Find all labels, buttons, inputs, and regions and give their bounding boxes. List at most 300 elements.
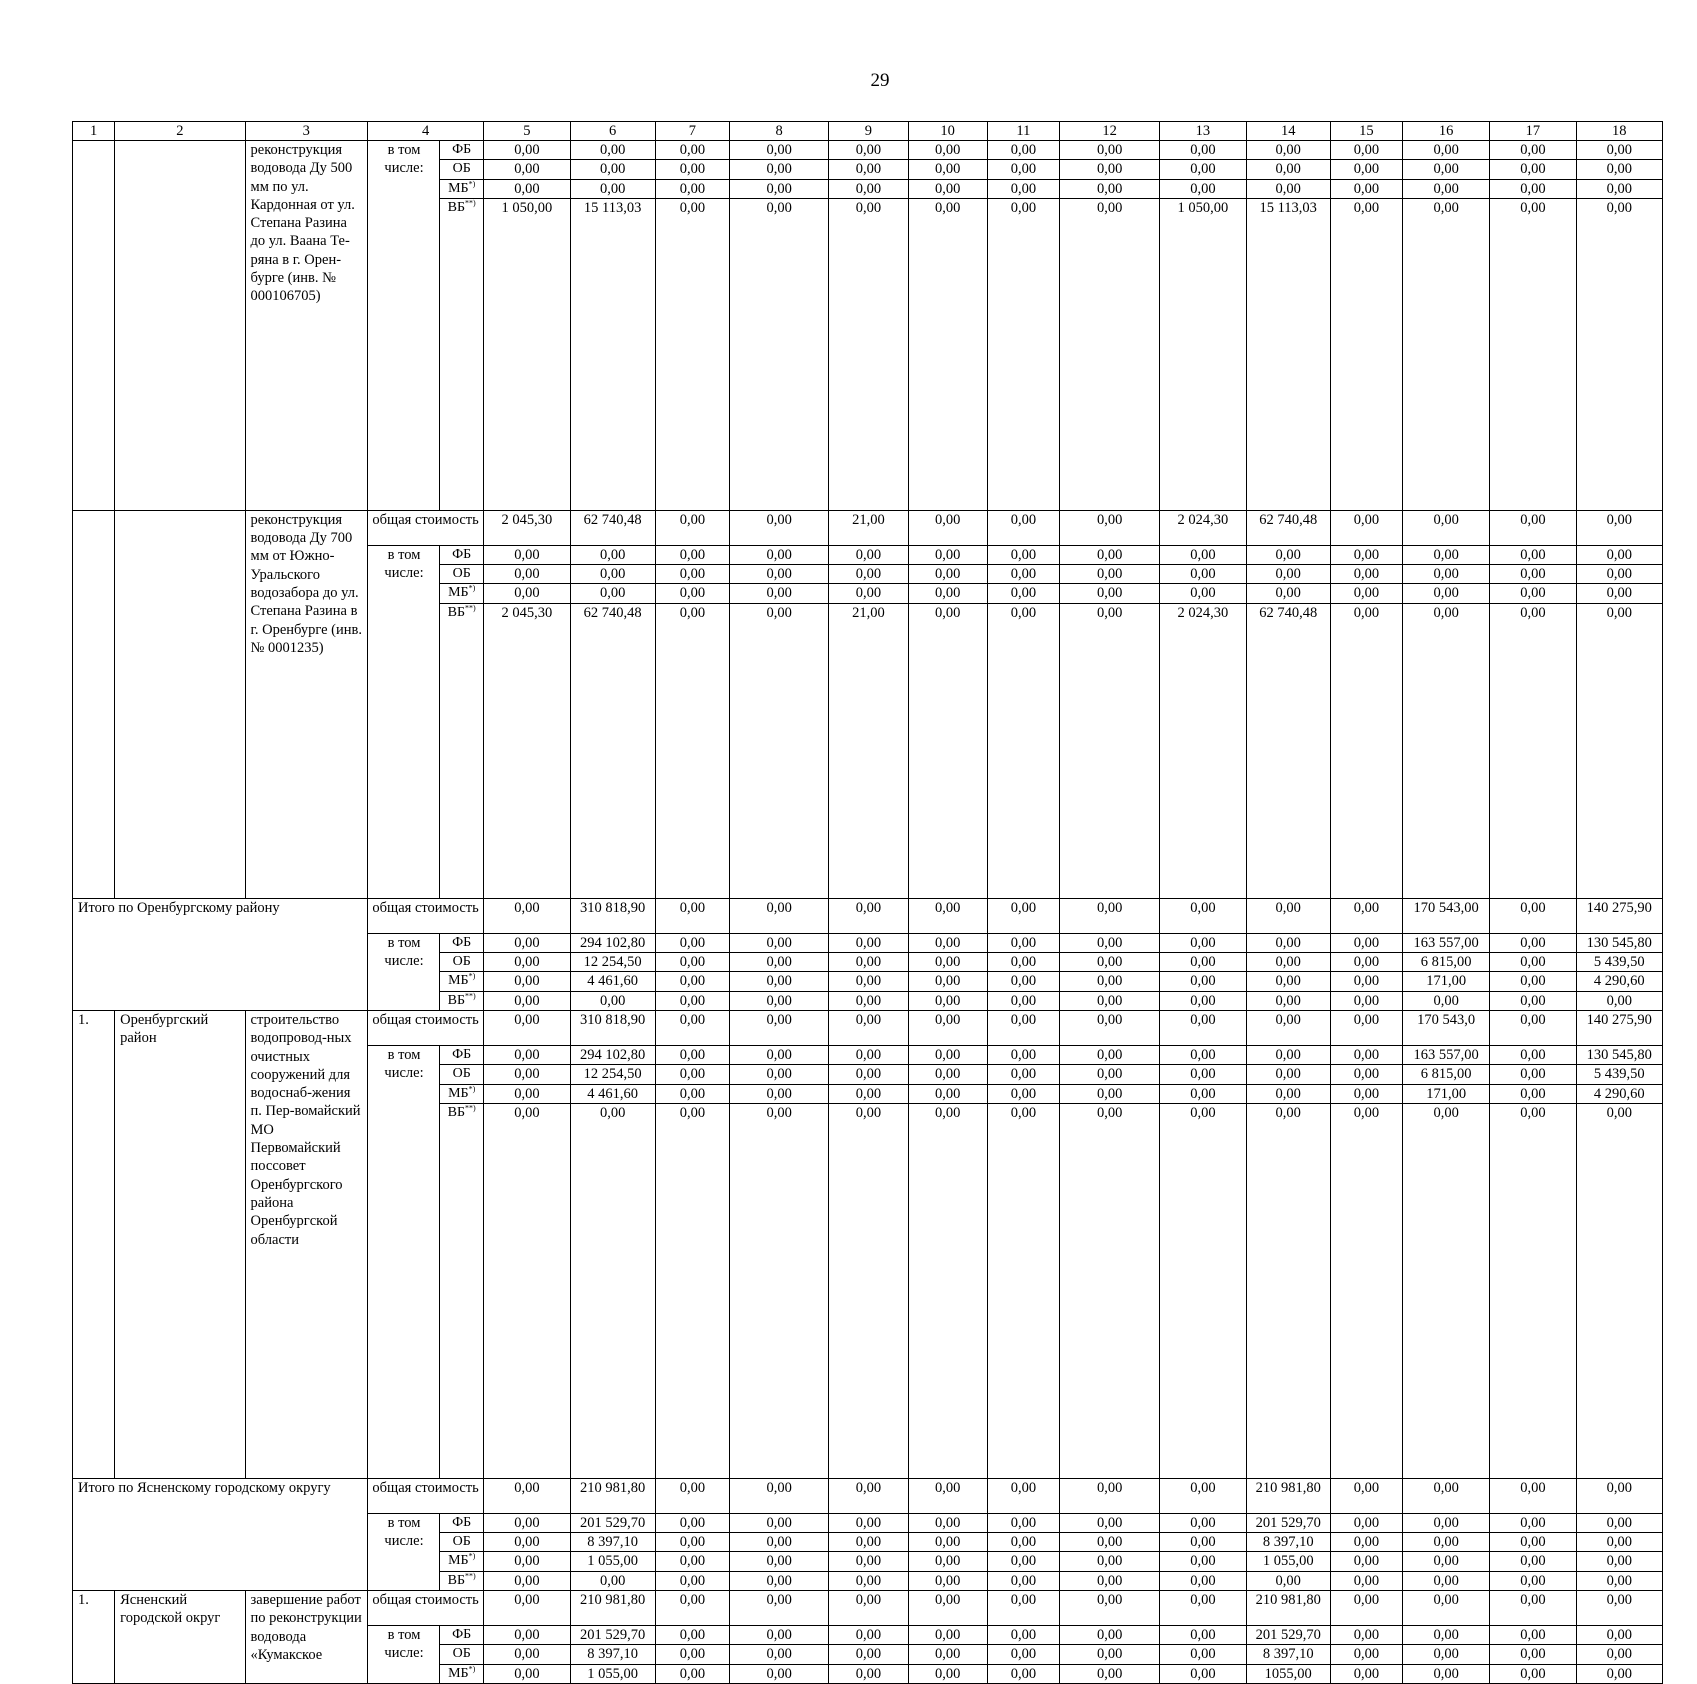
value-cell: 0,00 (908, 510, 987, 545)
value-cell: 0,00 (1576, 991, 1662, 1010)
value-cell: 0,00 (1576, 603, 1662, 898)
value-cell: 0,00 (1576, 1513, 1662, 1532)
value-cell: 0,00 (987, 198, 1059, 510)
value-cell: 0,00 (1490, 198, 1576, 510)
value-cell: 310 818,90 (570, 1010, 655, 1045)
value-cell: 130 545,80 (1576, 933, 1662, 952)
value-cell: 0,00 (1246, 953, 1330, 972)
value-cell: 0,00 (1059, 160, 1159, 179)
value-cell: 170 543,00 (1403, 898, 1490, 933)
incl-label: в том числе: (367, 1045, 439, 1478)
value-cell: 0,00 (829, 972, 908, 991)
value-cell: 62 740,48 (570, 510, 655, 545)
object-description: реконструкция водовода Ду 700 мм от Южно-Уральского водозабора до ул. Степана Разина в г. Оренбурге (инв. № 0001235) (245, 510, 367, 898)
value-cell: 0,00 (1403, 198, 1490, 510)
value-cell: 0,00 (1246, 933, 1330, 952)
incl-label: в том числе: (367, 1626, 439, 1684)
value-cell: 0,00 (908, 1045, 987, 1064)
value-cell: 0,00 (1059, 1591, 1159, 1626)
value-cell: 0,00 (1160, 1626, 1246, 1645)
value-cell: 0,00 (987, 1645, 1059, 1664)
value-cell: 163 557,00 (1403, 1045, 1490, 1064)
object-description: строительство водопровод-ных очистных сооружений для водоснаб-жения п. Пер-вомайский МО Первомайский поссовет Оренбургского района Оренбургской области (245, 1010, 367, 1478)
value-cell: 8 397,10 (1246, 1533, 1330, 1552)
value-cell: 0,00 (484, 1552, 570, 1571)
value-cell: 2 024,30 (1160, 603, 1246, 898)
value-cell: 0,00 (730, 198, 829, 510)
value-cell: 0,00 (655, 1626, 729, 1645)
value-cell: 0,00 (908, 584, 987, 603)
value-cell: 0,00 (829, 1552, 908, 1571)
value-cell: 0,00 (1330, 1478, 1402, 1513)
value-cell: 0,00 (1576, 1645, 1662, 1664)
value-cell: 0,00 (908, 565, 987, 584)
value-cell: 0,00 (1160, 1010, 1246, 1045)
value-cell: 0,00 (987, 160, 1059, 179)
value-cell: 0,00 (1246, 1010, 1330, 1045)
source-label: ОБ (452, 161, 471, 177)
value-cell: 0,00 (987, 1065, 1059, 1084)
source-label: ФБ (452, 934, 472, 950)
value-cell: 310 818,90 (570, 898, 655, 933)
value-cell: 0,00 (1059, 179, 1159, 198)
total-row (73, 1478, 1663, 1513)
value-cell: 8 397,10 (570, 1533, 655, 1552)
value-cell: 0,00 (1490, 1010, 1576, 1045)
source-footnote-mark: *) (468, 1551, 476, 1561)
value-cell: 0,00 (1160, 898, 1246, 933)
value-cell: 1 050,00 (1160, 198, 1246, 510)
source-label: ФБ (452, 546, 472, 562)
value-cell: 0,00 (730, 898, 829, 933)
value-cell: 0,00 (1059, 1045, 1159, 1064)
value-cell: 62 740,48 (1246, 510, 1330, 545)
value-cell: 0,00 (655, 953, 729, 972)
value-cell: 130 545,80 (1576, 1045, 1662, 1064)
value-cell: 0,00 (987, 898, 1059, 933)
value-cell: 0,00 (1576, 545, 1662, 564)
column-header: 18 (1576, 122, 1662, 141)
value-cell: 0,00 (730, 179, 829, 198)
source-label: ВБ (447, 992, 466, 1008)
value-cell: 0,00 (908, 1533, 987, 1552)
value-cell: 0,00 (1160, 1571, 1246, 1590)
value-cell: 0,00 (829, 1045, 908, 1064)
source-ob (440, 1645, 484, 1664)
value-cell: 201 529,70 (1246, 1513, 1330, 1532)
value-cell: 0,00 (1576, 1571, 1662, 1590)
district-name (115, 510, 245, 898)
value-cell: 0,00 (1490, 603, 1576, 898)
value-cell: 0,00 (655, 510, 729, 545)
source-label: МБ (448, 1085, 469, 1101)
object-description: реконструкция водовода Ду 500 мм по ул. Кардонная от ул. Степана Разина до ул. Ваана Те-ряна в г. Орен-бурге (инв. № 000106705) (245, 141, 367, 511)
incl-label: в том числе: (367, 545, 439, 898)
value-cell: 0,00 (655, 1478, 729, 1513)
incl-label: в том числе: (367, 141, 439, 511)
column-header: 7 (655, 122, 729, 141)
value-cell: 0,00 (1490, 1645, 1576, 1664)
value-cell: 0,00 (730, 1552, 829, 1571)
source-fb (440, 933, 484, 952)
value-cell: 0,00 (655, 1552, 729, 1571)
value-cell: 0,00 (987, 179, 1059, 198)
source-footnote-mark: **) (465, 1571, 476, 1581)
value-cell: 0,00 (655, 545, 729, 564)
value-cell: 0,00 (655, 1084, 729, 1103)
district-name (115, 141, 245, 511)
value-cell: 0,00 (1490, 1571, 1576, 1590)
value-cell: 0,00 (829, 198, 908, 510)
total-cost-label: общая стоимость (367, 510, 483, 545)
value-cell: 0,00 (730, 603, 829, 898)
value-cell: 0,00 (1490, 1084, 1576, 1103)
value-cell: 0,00 (829, 1103, 908, 1478)
value-cell: 0,00 (1490, 953, 1576, 972)
value-cell: 0,00 (484, 1045, 570, 1064)
value-cell: 0,00 (1246, 1084, 1330, 1103)
source-label: МБ (448, 973, 469, 989)
source-label: ОБ (452, 954, 471, 970)
total-cost-label: общая стоимость (367, 898, 483, 933)
value-cell: 0,00 (1059, 1084, 1159, 1103)
value-cell: 0,00 (1059, 1010, 1159, 1045)
value-cell: 0,00 (655, 603, 729, 898)
value-cell: 0,00 (655, 1591, 729, 1626)
value-cell: 0,00 (908, 603, 987, 898)
value-cell: 0,00 (730, 545, 829, 564)
value-cell: 0,00 (570, 1103, 655, 1478)
value-cell: 0,00 (570, 179, 655, 198)
district-name: Оренбургский район (115, 1010, 245, 1478)
value-cell: 0,00 (1059, 953, 1159, 972)
value-cell: 0,00 (1576, 1533, 1662, 1552)
value-cell: 0,00 (1059, 1533, 1159, 1552)
value-cell: 0,00 (730, 1626, 829, 1645)
value-cell: 0,00 (1330, 1664, 1402, 1683)
value-cell: 0,00 (1576, 584, 1662, 603)
column-header: 12 (1059, 122, 1159, 141)
value-cell: 62 740,48 (570, 603, 655, 898)
value-cell: 0,00 (1160, 565, 1246, 584)
value-cell: 0,00 (730, 141, 829, 160)
source-ob (440, 160, 484, 179)
value-cell: 0,00 (1246, 972, 1330, 991)
value-cell: 0,00 (484, 933, 570, 952)
funding-table (72, 121, 1663, 1684)
value-cell: 0,00 (655, 898, 729, 933)
value-cell: 0,00 (1246, 545, 1330, 564)
value-cell: 0,00 (829, 141, 908, 160)
value-cell: 0,00 (1330, 1552, 1402, 1571)
value-cell: 0,00 (1059, 510, 1159, 545)
source-footnote-mark: **) (465, 603, 476, 613)
value-cell: 0,00 (730, 933, 829, 952)
value-cell: 0,00 (1059, 1103, 1159, 1478)
value-cell: 0,00 (908, 933, 987, 952)
value-cell: 0,00 (655, 1513, 729, 1532)
source-footnote-mark: *) (468, 1084, 476, 1093)
value-cell: 0,00 (1576, 1478, 1662, 1513)
value-cell: 0,00 (730, 1478, 829, 1513)
value-cell: 1 055,00 (1246, 1552, 1330, 1571)
value-cell: 0,00 (1576, 1103, 1662, 1478)
value-cell: 0,00 (655, 933, 729, 952)
value-cell: 0,00 (1059, 198, 1159, 510)
source-vb (440, 603, 484, 898)
value-cell: 2 045,30 (484, 510, 570, 545)
value-cell: 0,00 (484, 1010, 570, 1045)
value-cell: 0,00 (1403, 1478, 1490, 1513)
value-cell: 0,00 (1330, 1591, 1402, 1626)
value-cell: 0,00 (1059, 933, 1159, 952)
source-label: МБ (448, 1553, 469, 1569)
value-cell: 0,00 (908, 160, 987, 179)
value-cell: 0,00 (1490, 584, 1576, 603)
value-cell: 0,00 (908, 1664, 987, 1683)
source-label: ОБ (452, 1066, 471, 1082)
source-label: ВБ (447, 1572, 466, 1588)
total-cost-label: общая стоимость (367, 1591, 483, 1626)
value-cell: 0,00 (987, 565, 1059, 584)
source-footnote-mark: **) (465, 1103, 476, 1113)
value-cell: 0,00 (1490, 1591, 1576, 1626)
value-cell: 4 461,60 (570, 1084, 655, 1103)
value-cell: 0,00 (1330, 603, 1402, 898)
value-cell: 0,00 (908, 141, 987, 160)
column-header: 6 (570, 122, 655, 141)
value-cell: 0,00 (1330, 179, 1402, 198)
summary-label: Итого по Ясненскому городскому округу (73, 1478, 368, 1590)
value-cell: 0,00 (1576, 1664, 1662, 1683)
source-mb (440, 972, 484, 991)
value-cell: 0,00 (484, 1664, 570, 1683)
value-cell: 0,00 (730, 1571, 829, 1590)
source-label: МБ (448, 180, 469, 196)
row-number: 1. (73, 1591, 115, 1684)
value-cell: 0,00 (987, 1533, 1059, 1552)
value-cell: 0,00 (1160, 991, 1246, 1010)
value-cell: 0,00 (1330, 584, 1402, 603)
value-cell: 6 815,00 (1403, 1065, 1490, 1084)
value-cell: 0,00 (908, 1626, 987, 1645)
value-cell: 0,00 (1059, 991, 1159, 1010)
value-cell: 0,00 (1160, 1645, 1246, 1664)
value-cell: 0,00 (908, 991, 987, 1010)
value-cell: 0,00 (484, 1626, 570, 1645)
value-cell: 0,00 (570, 991, 655, 1010)
value-cell: 0,00 (1059, 1065, 1159, 1084)
value-cell: 0,00 (1403, 991, 1490, 1010)
column-header: 16 (1403, 122, 1490, 141)
value-cell: 0,00 (1490, 1552, 1576, 1571)
value-cell: 0,00 (655, 179, 729, 198)
value-cell: 0,00 (829, 1065, 908, 1084)
value-cell: 0,00 (730, 1045, 829, 1064)
source-footnote-mark: **) (465, 991, 476, 1001)
value-cell: 0,00 (829, 545, 908, 564)
value-cell: 0,00 (987, 991, 1059, 1010)
value-cell: 0,00 (655, 1571, 729, 1590)
column-header: 4 (367, 122, 483, 141)
value-cell: 0,00 (1490, 898, 1576, 933)
value-cell: 0,00 (570, 141, 655, 160)
value-cell: 0,00 (1330, 898, 1402, 933)
value-cell: 163 557,00 (1403, 933, 1490, 952)
value-cell: 0,00 (1490, 1045, 1576, 1064)
value-cell: 0,00 (1160, 1103, 1246, 1478)
value-cell: 0,00 (484, 1513, 570, 1532)
source-fb (440, 141, 484, 160)
page-number: 29 (870, 70, 890, 91)
value-cell: 0,00 (1330, 1513, 1402, 1532)
value-cell: 12 254,50 (570, 1065, 655, 1084)
value-cell: 0,00 (730, 510, 829, 545)
value-cell: 4 290,60 (1576, 1084, 1662, 1103)
value-cell: 0,00 (1160, 160, 1246, 179)
value-cell: 5 439,50 (1576, 1065, 1662, 1084)
value-cell: 6 815,00 (1403, 953, 1490, 972)
value-cell: 0,00 (655, 1533, 729, 1552)
value-cell: 0,00 (1160, 953, 1246, 972)
value-cell: 0,00 (655, 1664, 729, 1683)
row-number (73, 510, 115, 898)
value-cell: 0,00 (908, 1552, 987, 1571)
value-cell: 21,00 (829, 510, 908, 545)
value-cell: 2 024,30 (1160, 510, 1246, 545)
value-cell: 0,00 (1403, 1513, 1490, 1532)
value-cell: 0,00 (908, 1010, 987, 1045)
value-cell: 0,00 (1059, 545, 1159, 564)
value-cell: 0,00 (1059, 1552, 1159, 1571)
source-footnote-mark: **) (465, 198, 476, 208)
value-cell: 0,00 (1246, 179, 1330, 198)
value-cell: 210 981,80 (1246, 1591, 1330, 1626)
value-cell: 171,00 (1403, 972, 1490, 991)
source-fb (440, 545, 484, 564)
source-label: ОБ (452, 566, 471, 582)
value-cell: 0,00 (1059, 1664, 1159, 1683)
source-ob (440, 953, 484, 972)
value-cell: 0,00 (908, 179, 987, 198)
value-cell: 0,00 (1403, 1103, 1490, 1478)
value-cell: 0,00 (484, 972, 570, 991)
value-cell: 21,00 (829, 603, 908, 898)
source-footnote-mark: *) (468, 971, 476, 981)
value-cell: 0,00 (1490, 545, 1576, 564)
value-cell: 0,00 (1330, 1645, 1402, 1664)
value-cell: 0,00 (484, 1478, 570, 1513)
row-number (73, 141, 115, 511)
value-cell: 210 981,80 (570, 1478, 655, 1513)
source-vb (440, 198, 484, 510)
value-cell: 201 529,70 (1246, 1626, 1330, 1645)
value-cell: 0,00 (829, 1571, 908, 1590)
value-cell: 0,00 (655, 1645, 729, 1664)
value-cell: 0,00 (1490, 510, 1576, 545)
value-cell: 0,00 (1330, 933, 1402, 952)
value-cell: 0,00 (1330, 1571, 1402, 1590)
value-cell: 0,00 (987, 1591, 1059, 1626)
source-fb (440, 1513, 484, 1532)
value-cell: 0,00 (987, 1103, 1059, 1478)
value-cell: 0,00 (1160, 179, 1246, 198)
header-row (73, 122, 1663, 141)
value-cell: 0,00 (987, 933, 1059, 952)
value-cell: 1055,00 (1246, 1664, 1330, 1683)
value-cell: 0,00 (908, 1103, 987, 1478)
value-cell: 0,00 (1160, 1513, 1246, 1532)
value-cell: 0,00 (1490, 933, 1576, 952)
value-cell: 0,00 (908, 1513, 987, 1532)
value-cell: 0,00 (1490, 1065, 1576, 1084)
value-cell: 0,00 (1160, 1552, 1246, 1571)
value-cell: 0,00 (829, 991, 908, 1010)
value-cell: 0,00 (655, 198, 729, 510)
source-mb (440, 1664, 484, 1683)
value-cell: 0,00 (1059, 584, 1159, 603)
source-mb (440, 1552, 484, 1571)
value-cell: 201 529,70 (570, 1513, 655, 1532)
value-cell: 0,00 (1330, 1010, 1402, 1045)
value-cell: 0,00 (1403, 179, 1490, 198)
value-cell: 0,00 (1490, 565, 1576, 584)
value-cell: 0,00 (987, 1084, 1059, 1103)
value-cell: 0,00 (1246, 1065, 1330, 1084)
value-cell: 0,00 (484, 160, 570, 179)
value-cell: 0,00 (484, 545, 570, 564)
summary-label: Итого по Оренбургскому району (73, 898, 368, 1010)
source-fb (440, 1045, 484, 1064)
value-cell: 0,00 (1330, 991, 1402, 1010)
value-cell: 0,00 (1403, 584, 1490, 603)
value-cell: 62 740,48 (1246, 603, 1330, 898)
value-cell: 0,00 (1160, 1664, 1246, 1683)
value-cell: 0,00 (730, 953, 829, 972)
column-header: 15 (1330, 122, 1402, 141)
value-cell: 0,00 (1490, 972, 1576, 991)
value-cell: 0,00 (730, 1664, 829, 1683)
value-cell: 0,00 (987, 972, 1059, 991)
value-cell: 0,00 (484, 1645, 570, 1664)
value-cell: 0,00 (1160, 141, 1246, 160)
value-cell: 0,00 (1403, 603, 1490, 898)
total-cost-label: общая стоимость (367, 1010, 483, 1045)
value-cell: 0,00 (730, 1591, 829, 1626)
value-cell: 0,00 (730, 160, 829, 179)
source-label: ФБ (452, 1514, 472, 1530)
source-vb (440, 1571, 484, 1590)
source-label: ФБ (452, 1627, 472, 1643)
column-header: 13 (1160, 122, 1246, 141)
value-cell: 0,00 (570, 160, 655, 179)
value-cell: 0,00 (908, 1645, 987, 1664)
value-cell: 0,00 (1490, 1664, 1576, 1683)
value-cell: 0,00 (730, 1010, 829, 1045)
value-cell: 0,00 (655, 141, 729, 160)
value-cell: 0,00 (1330, 141, 1402, 160)
value-cell: 0,00 (1330, 1626, 1402, 1645)
value-cell: 0,00 (1330, 1103, 1402, 1478)
value-cell: 0,00 (484, 1533, 570, 1552)
value-cell: 0,00 (1160, 972, 1246, 991)
value-cell: 0,00 (908, 898, 987, 933)
value-cell: 0,00 (730, 991, 829, 1010)
value-cell: 0,00 (987, 1045, 1059, 1064)
district-name: Ясненский городской округ (115, 1591, 245, 1684)
source-label: ОБ (452, 1534, 471, 1550)
value-cell: 0,00 (655, 1103, 729, 1478)
